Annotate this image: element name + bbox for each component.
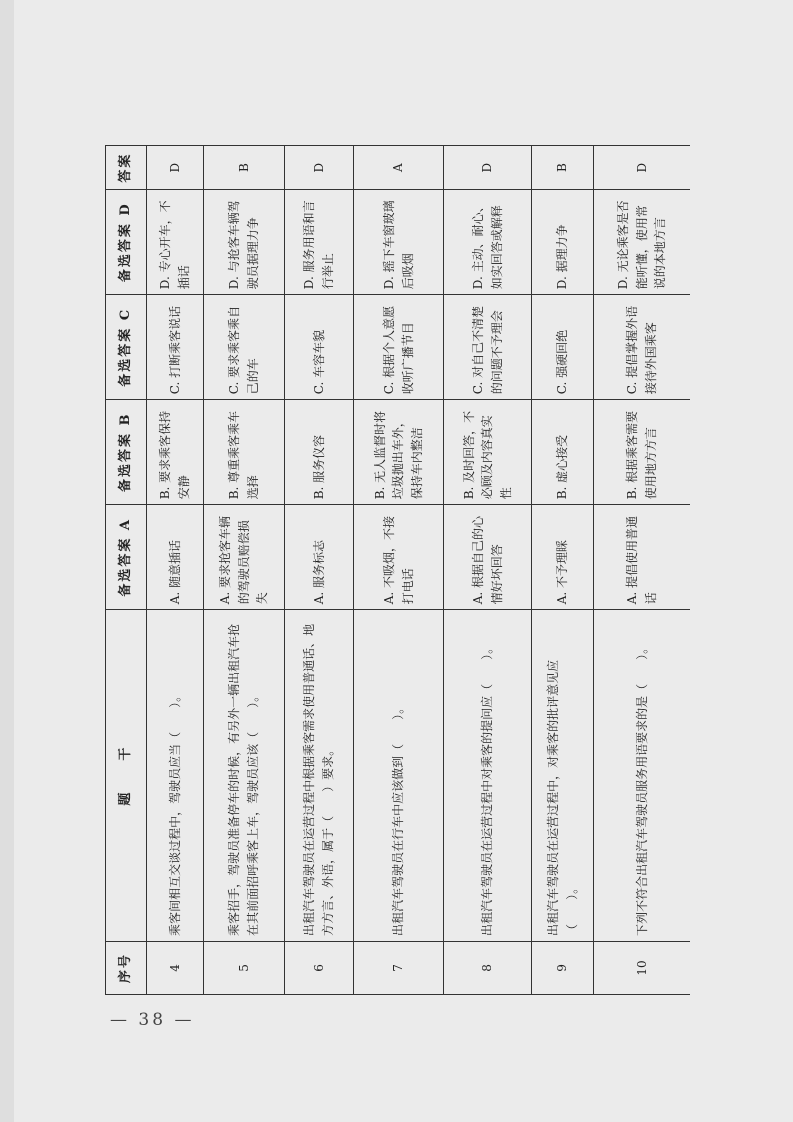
table-row bbox=[444, 146, 532, 995]
row-option-b: B. 无人监督时将垃圾抛出车外，保持车内整洁 bbox=[354, 400, 444, 505]
row-option-d: D. 据理力争 bbox=[532, 190, 594, 295]
row-answer: D bbox=[285, 146, 354, 190]
row-seq: 7 bbox=[354, 941, 444, 994]
row-option-c: C. 根据个人意愿收听广播节目 bbox=[354, 295, 444, 400]
table-row bbox=[285, 146, 354, 995]
row-option-a: A. 不予理睬 bbox=[532, 505, 594, 610]
rotated-page-content bbox=[105, 145, 690, 995]
row-option-b: B. 尊重乘客乘车选择 bbox=[204, 400, 285, 505]
row-option-d: D. 与抢客车辆驾驶员据理力争 bbox=[204, 190, 285, 295]
exam-question-table bbox=[105, 145, 690, 995]
row-option-b: B. 及时回答，不必顾及内容真实性 bbox=[444, 400, 532, 505]
row-seq: 10 bbox=[594, 941, 691, 994]
header-option-c: 备选答案 C bbox=[106, 295, 147, 400]
row-question: 出租汽车驾驶员在运营过程中，对乘客的批评意见应（ ）。 bbox=[532, 610, 594, 942]
row-question: 出租汽车驾驶员在运营过程中对乘客的提问应（ ）。 bbox=[444, 610, 532, 942]
row-option-c: C. 要求乘客乘自己的车 bbox=[204, 295, 285, 400]
header-seq: 序号 bbox=[106, 941, 147, 994]
row-option-b: B. 虚心接受 bbox=[532, 400, 594, 505]
row-option-b: B. 要求乘客保持安静 bbox=[147, 400, 204, 505]
row-option-a: A. 随意插话 bbox=[147, 505, 204, 610]
table-row bbox=[204, 146, 285, 995]
row-option-c: C. 提倡掌握外语接待外国乘客 bbox=[594, 295, 691, 400]
header-question: 题 干 bbox=[106, 610, 147, 942]
row-option-c: C. 打断乘客说话 bbox=[147, 295, 204, 400]
row-option-d: D. 服务用语和言行举止 bbox=[285, 190, 354, 295]
table-row bbox=[594, 146, 691, 995]
exam-table-container bbox=[105, 145, 690, 995]
row-seq: 4 bbox=[147, 941, 204, 994]
table-row bbox=[147, 146, 204, 995]
page-number: — 38 — bbox=[110, 1010, 195, 1030]
row-seq: 5 bbox=[204, 941, 285, 994]
header-option-b: 备选答案 B bbox=[106, 400, 147, 505]
row-option-d: D. 摇下车窗玻璃后吸烟 bbox=[354, 190, 444, 295]
row-option-a: A. 提倡使用普通话 bbox=[594, 505, 691, 610]
table-row bbox=[354, 146, 444, 995]
table-header-row bbox=[106, 146, 147, 995]
row-question: 下列不符合出租汽车驾驶员服务用语要求的是（ ）。 bbox=[594, 610, 691, 942]
table-row bbox=[532, 146, 594, 995]
row-question: 出租汽车驾驶员在运营过程中根据乘客需求使用普通话、地方方言、外语，属于（ ）要求。 bbox=[285, 610, 354, 942]
row-answer: B bbox=[204, 146, 285, 190]
row-option-a: A. 要求抢客车辆的驾驶员赔偿损失 bbox=[204, 505, 285, 610]
header-option-d: 备选答案 D bbox=[106, 190, 147, 295]
row-question: 乘客招手，驾驶员准备停车的时候，有另外一辆出租汽车抢在其前面招呼乘客上车，驾驶员应该（ ）。 bbox=[204, 610, 285, 942]
row-answer: D bbox=[147, 146, 204, 190]
row-option-c: C. 对自己不清楚的问题不予理会 bbox=[444, 295, 532, 400]
row-answer: D bbox=[594, 146, 691, 190]
row-answer: A bbox=[354, 146, 444, 190]
row-seq: 8 bbox=[444, 941, 532, 994]
row-question: 出租汽车驾驶员在行车中应该做到（ ）。 bbox=[354, 610, 444, 942]
row-option-d: D. 无论乘客是否能听懂，使用常说的本地方言 bbox=[594, 190, 691, 295]
row-answer: D bbox=[444, 146, 532, 190]
row-question: 乘客间相互交谈过程中，驾驶员应当（ ）。 bbox=[147, 610, 204, 942]
row-option-d: D. 专心开车，不插话 bbox=[147, 190, 204, 295]
row-option-a: A. 服务标志 bbox=[285, 505, 354, 610]
row-option-d: D. 主动、耐心、如实回答或解释 bbox=[444, 190, 532, 295]
scan-edge bbox=[0, 0, 14, 1122]
header-option-a: 备选答案 A bbox=[106, 505, 147, 610]
row-seq: 6 bbox=[285, 941, 354, 994]
row-option-b: B. 服务仪容 bbox=[285, 400, 354, 505]
row-option-a: A. 不吸烟，不接打电话 bbox=[354, 505, 444, 610]
row-option-c: C. 强硬回绝 bbox=[532, 295, 594, 400]
row-option-a: A. 根据自己的心情好坏回答 bbox=[444, 505, 532, 610]
row-answer: B bbox=[532, 146, 594, 190]
row-seq: 9 bbox=[532, 941, 594, 994]
row-option-c: C. 车容车貌 bbox=[285, 295, 354, 400]
row-option-b: B. 根据乘客需要使用地方方言 bbox=[594, 400, 691, 505]
header-answer: 答案 bbox=[106, 146, 147, 190]
